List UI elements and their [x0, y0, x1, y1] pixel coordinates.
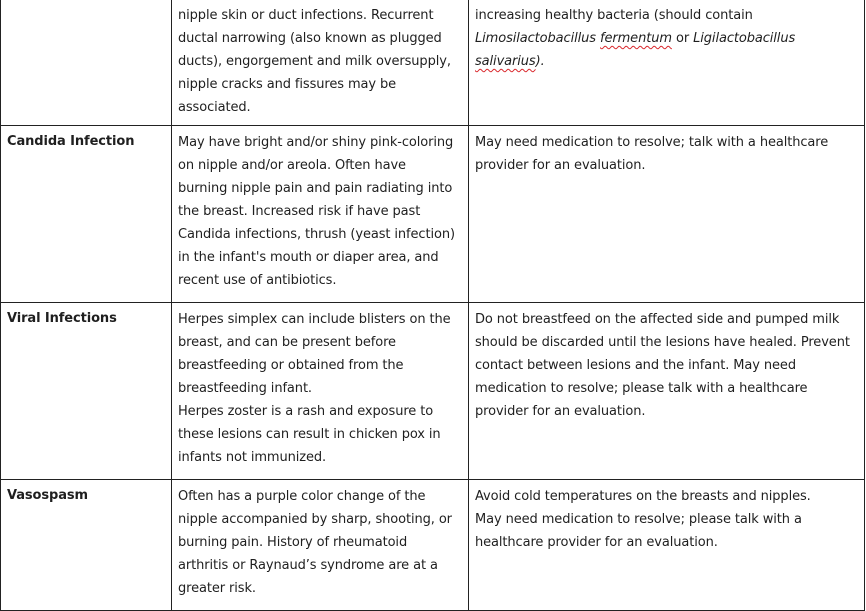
- description-line: on nipple and/or areola. Often have: [178, 158, 406, 173]
- description-line: breastfeeding or obtained from the: [178, 358, 404, 373]
- description-line: ductal narrowing (also known as plugged: [178, 31, 442, 46]
- description-line: associated.: [178, 100, 251, 115]
- management-text: increasing healthy bacteria (should contain: [475, 8, 753, 23]
- species-name: fermentum: [600, 31, 672, 46]
- description-line: in the infant's mouth or diaper area, and: [178, 250, 439, 265]
- description-line: breastfeeding infant.: [178, 381, 312, 396]
- description-cell: [172, 126, 469, 303]
- description-cell: [172, 0, 469, 126]
- management-line: Do not breastfeed on the affected side and pumped milk: [475, 312, 840, 327]
- management-line: May need medication to resolve; talk with a healthcare: [475, 135, 829, 150]
- management-line: May need medication to resolve; please talk with a: [475, 512, 802, 527]
- condition-cell: [1, 0, 172, 126]
- management-cell: [469, 303, 865, 480]
- management-line: provider for an evaluation.: [475, 404, 646, 419]
- table-row: [1, 303, 865, 480]
- management-cell: [469, 126, 865, 303]
- management-cell: [469, 0, 865, 126]
- condition-cell: Candida Infection: [1, 126, 172, 303]
- connector-text: or: [675, 31, 690, 46]
- description-line: nipple skin or duct infections. Recurrent: [178, 8, 434, 23]
- description-line: Often has a purple color change of the: [178, 489, 426, 504]
- table-row: [1, 0, 865, 126]
- description-cell: [172, 480, 469, 611]
- description-line: greater risk.: [178, 581, 256, 596]
- description-line: burning nipple pain and pain radiating into: [178, 181, 453, 196]
- description-line: these lesions can result in chicken pox in: [178, 427, 441, 442]
- description-line: infants not immunized.: [178, 450, 327, 465]
- description-line: nipple accompanied by sharp, shooting, or: [178, 512, 452, 527]
- description-line: recent use of antibiotics.: [178, 273, 337, 288]
- condition-cell: Vasospasm: [1, 480, 172, 611]
- description-line: breast, and can be present before: [178, 335, 396, 350]
- management-cell: [469, 480, 865, 611]
- description-line: arthritis or Raynaud’s syndrome are at a: [178, 558, 438, 573]
- table-row: [1, 126, 865, 303]
- management-line: healthcare provider for an evaluation.: [475, 535, 718, 550]
- closing-text: ).: [535, 54, 545, 69]
- management-line: contact between lesions and the infant. May need: [475, 358, 796, 373]
- description-line: May have bright and/or shiny pink-coloring: [178, 135, 454, 150]
- description-line: ducts), engorgement and milk oversupply,: [178, 54, 451, 69]
- management-line: provider for an evaluation.: [475, 158, 646, 173]
- description-cell: [172, 303, 469, 480]
- table-row: [1, 480, 865, 611]
- species-genus: Ligilactobacillus: [693, 31, 796, 46]
- species-name: salivarius: [475, 54, 536, 69]
- management-line: Avoid cold temperatures on the breasts and nipples.: [475, 489, 811, 504]
- management-line: medication to resolve; please talk with a healthcare: [475, 381, 808, 396]
- description-line: the breast. Increased risk if have past: [178, 204, 421, 219]
- description-line: Herpes simplex can include blisters on the: [178, 312, 451, 327]
- description-line: Herpes zoster is a rash and exposure to: [178, 404, 434, 419]
- species-genus: Limosilactobacillus: [475, 31, 596, 46]
- management-line: should be discarded until the lesions have healed. Prevent: [475, 335, 850, 350]
- description-line: burning pain. History of rheumatoid: [178, 535, 408, 550]
- condition-cell: Viral Infections: [1, 303, 172, 480]
- description-line: Candida infections, thrush (yeast infection): [178, 227, 455, 242]
- description-line: nipple cracks and fissures may be: [178, 77, 397, 92]
